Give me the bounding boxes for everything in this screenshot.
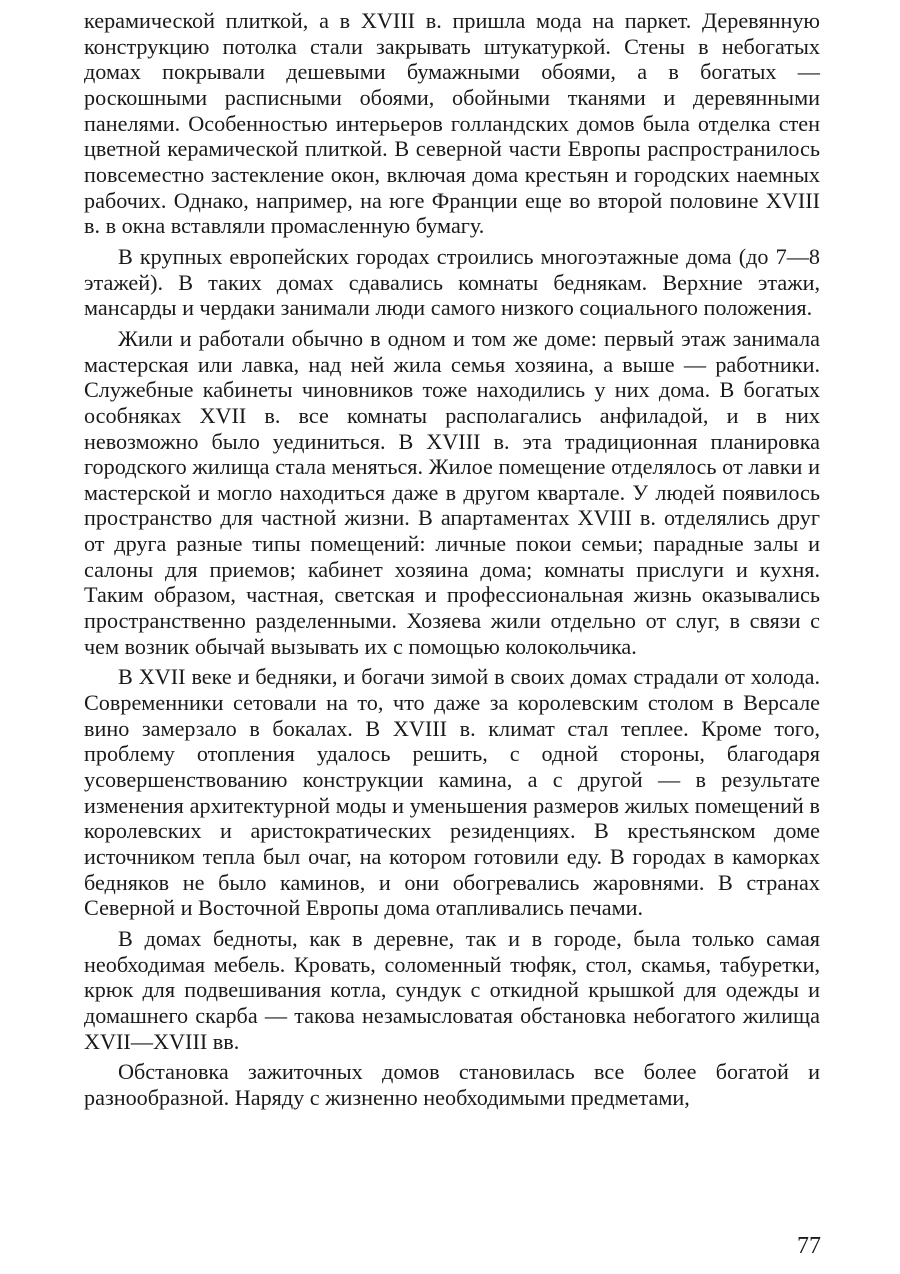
paragraph-2: В крупных европейских городах строились многоэтажные дома (до 7—8 этажей). В таких домах сдавались комнаты беднякам. Верхние этажи, мансарды и чердаки занимали люди самого низкого социального положения. (84, 243, 820, 321)
paragraph-3: Жили и работали обычно в одном и том же доме: первый этаж занимала мастерская или лавка, над ней жила семья хозяина, а выше — работники. Служебные кабинеты чиновников тоже находились у них дома. В богатых особняках XVII в. все комнаты располагались анфиладой, и в них невозможно было уединиться. В XVIII в. эта традиционная планировка городского жилища стала меняться. Жилое помещение отделялось от лавки и мастерской и могло находиться даже в другом квартале. У людей появилось пространство для частной жизни. В апартаментах XVIII в. отделялись друг от друга разные типы помещений: личные покои семьи; парадные залы и салоны для приемов; кабинет хозяина дома; комнаты прислуги и кухня. Таким образом, частная, светская и профессиональная жизнь оказывались пространственно разделенными. Хозяева жили отдельно от слуг, в связи с чем возник обычай вызывать их с помощью колокольчика. (84, 325, 820, 659)
page-number: 77 (797, 1233, 821, 1259)
paragraph-6: Обстановка зажиточных домов становилась все более богатой и разнообразной. Наряду с жизненно необходимыми предметами, (84, 1059, 820, 1110)
paragraph-4: В XVII веке и бедняки, и богачи зимой в своих домах страдали от холода. Современники сетовали на то, что даже за королевским столом в Версале вино замерзало в бокалах. В XVIII в. климат стал теплее. Кроме того, проблему отопления удалось решить, с одной стороны, благодаря усовершенствованию конструкции камина, а с другой — в результате изменения архитектурной моды и уменьшения размеров жилых помещений в королевских и аристократических резиденциях. В крестьянском доме источником тепла был очаг, на котором готовили еду. В городах в каморках бедняков не было каминов, и они обогревались жаровнями. В странах Северной и Восточной Европы дома отапливались печами. (84, 664, 820, 921)
page-body (84, 8, 820, 1111)
paragraph-5: В домах бедноты, как в деревне, так и в городе, была только самая необходимая мебель. Кровать, соломенный тюфяк, стол, скамья, табуретки, крюк для подвешивания котла, сундук с откидной крышкой для одежды и домашнего скарба — такова незамысловатая обстановка небогатого жилища XVII—XVIII вв. (84, 925, 820, 1054)
paragraph-1: керамической плиткой, а в XVIII в. пришла мода на паркет. Деревянную конструкцию потолка стали закрывать штукатуркой. Стены в небогатых домах покрывали дешевыми бумажными обоями, а в богатых — роскошными расписными обоями, обойными тканями и деревянными панелями. Особенностью интерьеров голландских домов была отделка стен цветной керамической плиткой. В северной части Европы распространилось повсеместно застекление окон, включая дома крестьян и городских наемных рабочих. Однако, например, на юге Франции еще во второй половине XVIII в. в окна вставляли промасленную бумагу. (84, 8, 820, 239)
